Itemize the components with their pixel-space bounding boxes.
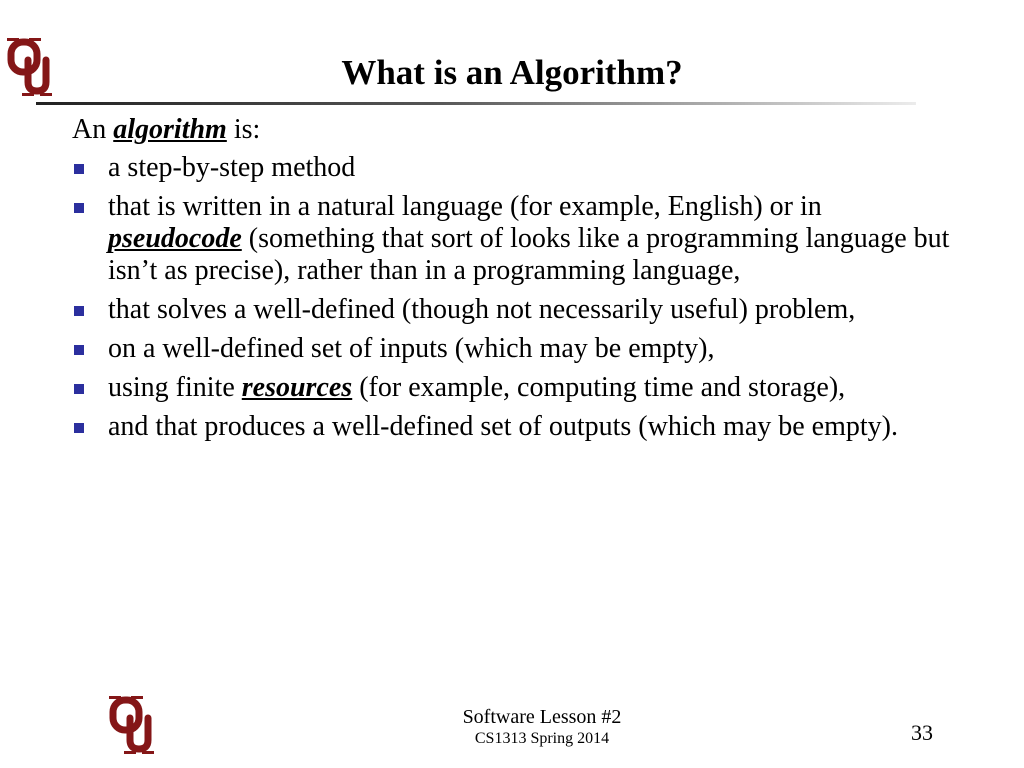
term-algorithm: algorithm [113,114,227,145]
bullet-list [72,152,962,443]
square-bullet-icon [74,345,84,355]
bullet-text: a step-by-step method [108,152,356,183]
title-rule [36,102,916,105]
square-bullet-icon [74,164,84,174]
bullet-text: and that produces a well-defined set of outputs (which may be empty). [108,411,898,442]
footer-lesson: Software Lesson #2 [462,706,622,728]
square-bullet-icon [74,423,84,433]
bullet-text: that solves a well-defined (though not necessarily useful) problem, [108,294,856,325]
list-item [72,152,962,184]
bullet-text: on a well-defined set of inputs (which may be empty), [108,333,715,364]
intro-line [72,114,962,146]
page-number: 33 [911,720,933,745]
ou-logo [108,696,158,756]
square-bullet-icon [74,306,84,316]
list-item [72,372,962,404]
list-item [72,411,962,443]
slide-title: What is an Algorithm? [341,53,683,92]
list-item [72,191,962,287]
term-resources: resources [241,372,353,403]
slide-footer [392,705,692,749]
footer-course: CS1313 Spring 2014 [474,730,610,747]
bullet-text: (something that sort of looks like a programming language but isn’t as precise), rather than in a programming language, [108,223,950,286]
list-item [72,294,962,326]
slide-content [72,114,962,450]
intro-text: An [72,114,107,145]
bullet-text: that is written in a natural language (for example, English) or in [108,191,822,222]
square-bullet-icon [74,203,84,213]
bullet-text: using finite [108,372,235,403]
square-bullet-icon [74,384,84,394]
term-pseudocode: pseudocode [108,223,242,254]
intro-text: is: [233,114,261,145]
list-item [72,333,962,365]
bullet-text: (for example, computing time and storage), [359,372,846,403]
